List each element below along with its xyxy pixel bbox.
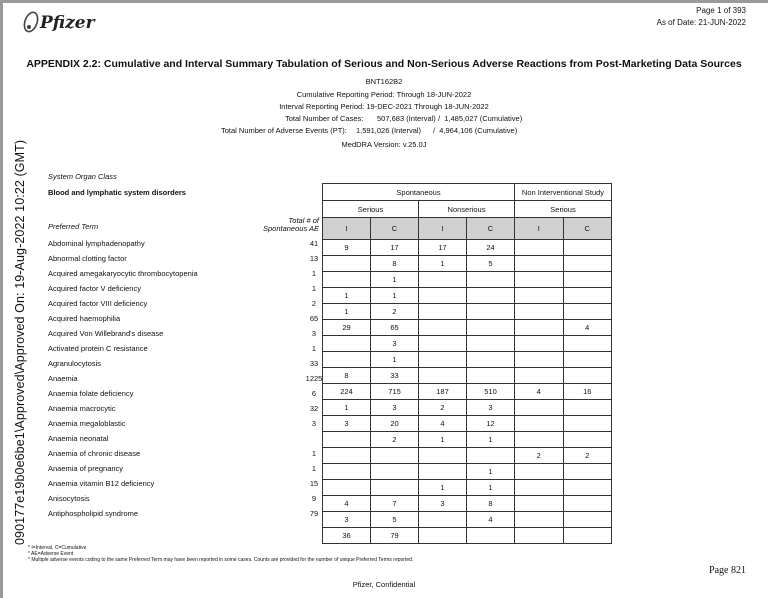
- preferred-term: Acquired amegakaryocytic thrombocytopenia: [48, 269, 198, 278]
- table-cell: 8: [323, 368, 371, 384]
- table-cell: [467, 352, 515, 368]
- nis-serious-header: Serious: [515, 201, 612, 218]
- table-cell: 8: [467, 496, 515, 512]
- table-cell: 1: [467, 480, 515, 496]
- group-header-row: [323, 184, 612, 201]
- table-cell: 3: [323, 416, 371, 432]
- table-cell: [323, 432, 371, 448]
- table-cell: 3: [419, 496, 467, 512]
- table-cell: [419, 448, 467, 464]
- table-cell: [467, 448, 515, 464]
- col-header: I: [419, 218, 467, 240]
- table-cell: [563, 256, 612, 272]
- footnote: * I=Interval, C=Cumulative: [28, 545, 87, 551]
- table-row: [323, 272, 612, 288]
- table-cell: 2: [419, 400, 467, 416]
- table-cell: 24: [467, 240, 515, 256]
- table-cell: 1: [419, 480, 467, 496]
- table-cell: [515, 240, 564, 256]
- footnote: * AE=Adverse Event: [28, 551, 74, 557]
- list-item: [48, 312, 319, 326]
- preferred-term: Anaemia megaloblastic: [48, 419, 126, 428]
- total-count: 1225: [305, 374, 323, 383]
- col-header: C: [563, 218, 612, 240]
- table-cell: 2: [563, 448, 612, 464]
- col-header: I: [323, 218, 371, 240]
- table-cell: 1: [371, 288, 419, 304]
- frame-top-border: [0, 0, 768, 3]
- table-cell: 3: [323, 512, 371, 528]
- preferred-term: Acquired haemophilia: [48, 314, 121, 323]
- cases-label: Total Number of Cases:: [285, 114, 364, 123]
- table-row: [323, 256, 612, 272]
- total-count: 2: [311, 299, 317, 308]
- table-cell: [467, 288, 515, 304]
- page-number: Page 821: [709, 565, 746, 576]
- col-header: C: [467, 218, 515, 240]
- list-item: [48, 237, 319, 251]
- total-count: 1: [311, 449, 317, 458]
- serious-header: Serious: [323, 201, 419, 218]
- ic-header-row: [323, 218, 612, 240]
- table-cell: [563, 496, 612, 512]
- table-cell: [419, 368, 467, 384]
- table-cell: [419, 320, 467, 336]
- table-row: [323, 320, 612, 336]
- table-cell: 20: [371, 416, 419, 432]
- table-cell: 36: [323, 528, 371, 544]
- table-cell: [467, 304, 515, 320]
- table-cell: 8: [371, 256, 419, 272]
- table-cell: 187: [419, 384, 467, 400]
- total-count: 32: [309, 404, 319, 413]
- list-item: [48, 327, 317, 341]
- table-cell: [563, 416, 612, 432]
- table-cell: 7: [371, 496, 419, 512]
- preferred-term: Anaemia macrocytic: [48, 404, 116, 413]
- subgroup-header-row: [323, 201, 612, 218]
- table-row: [323, 352, 612, 368]
- total-header: Total # of Spontaneous AE: [262, 216, 319, 233]
- pfizer-logo-icon: [22, 10, 40, 34]
- table-cell: [467, 336, 515, 352]
- preferred-term: Anaemia: [48, 374, 78, 383]
- table-cell: 224: [323, 384, 371, 400]
- pfizer-logo: [22, 10, 95, 36]
- table-cell: 2: [515, 448, 564, 464]
- preferred-term: Anaemia of pregnancy: [48, 464, 124, 473]
- total-count: 65: [309, 314, 319, 323]
- meddra-version: MedDRA Version: v.25.0J: [341, 140, 427, 149]
- list-item: [48, 417, 317, 431]
- table-cell: [419, 304, 467, 320]
- preferred-term-header: Preferred Term: [48, 222, 99, 231]
- preferred-term: Anaemia folate deficiency: [48, 389, 134, 398]
- table-cell: 9: [323, 240, 371, 256]
- table-cell: 1: [371, 272, 419, 288]
- events-interval: 1,591,026 (Interval): [356, 126, 422, 135]
- total-count: 13: [309, 254, 319, 263]
- table-row: [323, 336, 612, 352]
- preferred-term: Acquired Von Willebrand's disease: [48, 329, 164, 338]
- table-cell: 1: [323, 304, 371, 320]
- table-cell: [515, 432, 564, 448]
- total-count: 79: [309, 509, 319, 518]
- preferred-term: Acquired factor VIII deficiency: [48, 299, 148, 308]
- table-cell: [515, 320, 564, 336]
- table-row: [323, 368, 612, 384]
- table-cell: [563, 480, 612, 496]
- table-cell: [419, 352, 467, 368]
- table-cell: 2: [371, 304, 419, 320]
- table-cell: [419, 512, 467, 528]
- nonserious-header: Nonserious: [419, 201, 515, 218]
- table-cell: [563, 368, 612, 384]
- table-cell: 29: [323, 320, 371, 336]
- table-row: [323, 384, 612, 400]
- footnote: * Multiple adverse events coding to the same Preferred Term may have been reported in some cases. Counts are provided for the number of unique Preferred Terms reported.: [28, 557, 414, 563]
- table-row: [323, 448, 612, 464]
- table-cell: [419, 336, 467, 352]
- table-cell: [563, 464, 612, 480]
- total-count: 41: [309, 239, 319, 248]
- preferred-term: Agranulocytosis: [48, 359, 101, 368]
- list-item: [48, 402, 319, 416]
- list-item: [48, 477, 319, 491]
- approval-stamp: 090177e19b0e6be1\Approved\Approved On: 19-Aug-2022 10:22 (GMT): [13, 139, 27, 545]
- table-cell: [467, 272, 515, 288]
- table-cell: 4: [563, 320, 612, 336]
- table-cell: 1: [467, 432, 515, 448]
- table-cell: 5: [371, 512, 419, 528]
- preferred-term: Abnormal clotting factor: [48, 254, 127, 263]
- table-cell: 715: [371, 384, 419, 400]
- table-cell: [515, 480, 564, 496]
- table-cell: [563, 432, 612, 448]
- list-item: [48, 447, 317, 461]
- table-row: [323, 480, 612, 496]
- table-cell: 4: [467, 512, 515, 528]
- total-count: 33: [309, 359, 319, 368]
- preferred-term: Anisocytosis: [48, 494, 90, 503]
- cumulative-period: Cumulative Reporting Period: Through 18-JUN-2022: [296, 90, 472, 99]
- table-row: [323, 240, 612, 256]
- list-item: [48, 372, 323, 386]
- table-cell: [563, 512, 612, 528]
- table-cell: 1: [323, 288, 371, 304]
- total-count: 15: [309, 479, 319, 488]
- table-cell: [515, 416, 564, 432]
- table-row: [323, 416, 612, 432]
- nis-header: Non Interventional Study: [515, 184, 612, 201]
- preferred-term: Anaemia neonatal: [48, 434, 109, 443]
- table-cell: 3: [371, 336, 419, 352]
- table-cell: [515, 272, 564, 288]
- table-cell: [419, 288, 467, 304]
- table-cell: 4: [419, 416, 467, 432]
- table-cell: [515, 512, 564, 528]
- total-count: 9: [311, 494, 317, 503]
- cases-cumulative: / 1,485,027 (Cumulative): [438, 114, 523, 123]
- table-row: [323, 432, 612, 448]
- list-item: [48, 462, 317, 476]
- list-item: [48, 387, 317, 401]
- table-cell: [371, 464, 419, 480]
- table-cell: [563, 272, 612, 288]
- table-cell: [563, 304, 612, 320]
- preferred-term: Abdominal lymphadenopathy: [48, 239, 145, 248]
- preferred-term: Anaemia vitamin B12 deficiency: [48, 479, 155, 488]
- table-cell: [563, 400, 612, 416]
- table-row: [323, 464, 612, 480]
- table-cell: 2: [371, 432, 419, 448]
- table-cell: 3: [371, 400, 419, 416]
- table-cell: 1: [323, 400, 371, 416]
- table-row: [323, 304, 612, 320]
- soc-name: Blood and lymphatic system disorders: [48, 188, 186, 197]
- preferred-term: Activated protein C resistance: [48, 344, 148, 353]
- table-cell: 17: [371, 240, 419, 256]
- page-of-label: Page 1 of 393: [696, 6, 746, 15]
- table-cell: [419, 272, 467, 288]
- table-cell: [563, 240, 612, 256]
- table-cell: [515, 400, 564, 416]
- col-header: C: [371, 218, 419, 240]
- table-cell: [515, 528, 564, 544]
- events-cumulative: / 4,964,106 (Cumulative): [433, 126, 518, 135]
- table-cell: [563, 352, 612, 368]
- preferred-term: Acquired factor V deficiency: [48, 284, 141, 293]
- table-cell: 16: [563, 384, 612, 400]
- table-cell: [467, 368, 515, 384]
- total-count: 3: [311, 419, 317, 428]
- confidential-label: Pfizer, Confidential: [352, 580, 416, 589]
- table-row: [323, 288, 612, 304]
- list-item: [48, 252, 319, 266]
- table-cell: [563, 336, 612, 352]
- table-cell: 510: [467, 384, 515, 400]
- list-item: [48, 507, 319, 521]
- table-cell: 3: [467, 400, 515, 416]
- col-header: I: [515, 218, 564, 240]
- table-cell: [515, 368, 564, 384]
- table-row: [323, 496, 612, 512]
- table-cell: [419, 464, 467, 480]
- table-cell: [371, 480, 419, 496]
- table-cell: 1: [467, 464, 515, 480]
- soc-label: System Organ Class: [48, 172, 117, 181]
- table-cell: 65: [371, 320, 419, 336]
- total-count: 1: [311, 269, 317, 278]
- total-count: 1: [311, 464, 317, 473]
- total-count: 3: [311, 329, 317, 338]
- appendix-title: APPENDIX 2.2: Cumulative and Interval Summary Tabulation of Serious and Non-Serious Adverse Reactions from Post-Marketing Data Sources: [26, 58, 742, 70]
- cases-interval: 507,683 (Interval): [377, 114, 436, 123]
- interval-period: Interval Reporting Period: 19-DEC-2021 Through 18-JUN-2022: [279, 102, 489, 111]
- table-cell: [515, 256, 564, 272]
- table-cell: 5: [467, 256, 515, 272]
- list-item: [48, 342, 317, 356]
- list-item: [48, 357, 319, 371]
- total-count: 1: [311, 284, 317, 293]
- table-cell: 79: [371, 528, 419, 544]
- list-item: [48, 297, 317, 311]
- table-cell: 17: [419, 240, 467, 256]
- table-cell: [515, 496, 564, 512]
- table-cell: [371, 448, 419, 464]
- total-count: 6: [311, 389, 317, 398]
- table-cell: [515, 336, 564, 352]
- product-code: BNT162B2: [365, 77, 403, 86]
- events-label: Total Number of Adverse Events (PT):: [221, 126, 347, 135]
- table-row: [323, 400, 612, 416]
- table-cell: [563, 288, 612, 304]
- pfizer-wordmark: Pfizer: [40, 13, 95, 33]
- table-cell: [515, 288, 564, 304]
- table-cell: [515, 352, 564, 368]
- table-cell: [419, 528, 467, 544]
- table-cell: 1: [371, 352, 419, 368]
- preferred-term: Anaemia of chronic disease: [48, 449, 141, 458]
- table-cell: 1: [419, 256, 467, 272]
- table-cell: [467, 528, 515, 544]
- list-item: [48, 492, 317, 506]
- table-cell: 33: [371, 368, 419, 384]
- table-cell: 4: [515, 384, 564, 400]
- preferred-term: Antiphospholipid syndrome: [48, 509, 139, 518]
- table-cell: [467, 320, 515, 336]
- table-cell: [515, 304, 564, 320]
- list-item: [48, 282, 317, 296]
- as-of-date: As of Date: 21-JUN-2022: [656, 18, 746, 27]
- results-grid: [322, 183, 612, 544]
- total-count: 1: [311, 344, 317, 353]
- table-cell: 1: [419, 432, 467, 448]
- table-cell: 12: [467, 416, 515, 432]
- table-cell: [563, 528, 612, 544]
- table-cell: 4: [323, 496, 371, 512]
- list-item: [48, 267, 317, 281]
- table-row: [323, 528, 612, 544]
- table-cell: [515, 464, 564, 480]
- list-item: [48, 432, 108, 446]
- table-row: [323, 512, 612, 528]
- spontaneous-header: Spontaneous: [323, 184, 515, 201]
